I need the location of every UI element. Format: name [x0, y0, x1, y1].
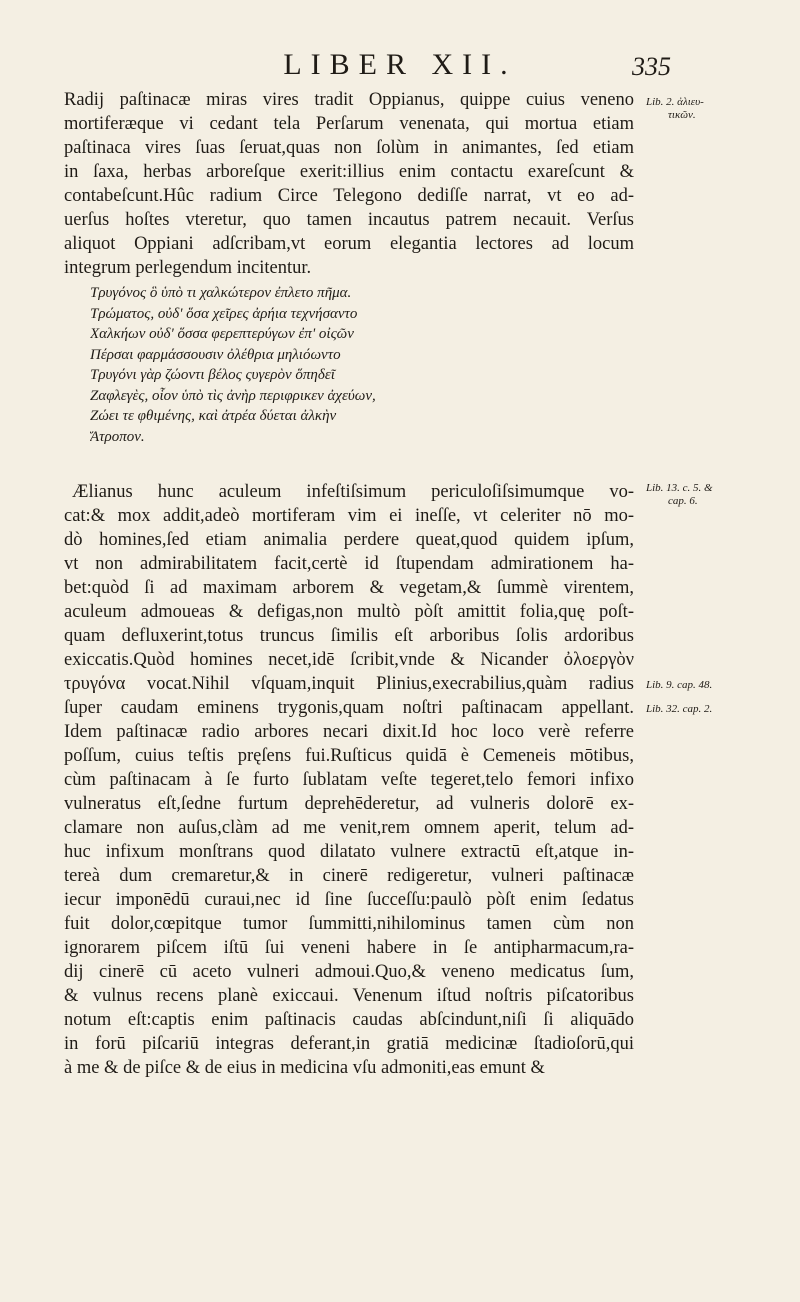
- verse-line: Ζαφλεγὲς, οἷον ὑπὸ τὶς ἀνὴρ περιφρικεν ἀχεύων,: [90, 387, 376, 404]
- text-line: paſtinaca vires ſuas ſeruat,quas non ſolùm in animantes, ſed etiam: [64, 138, 634, 158]
- margin-note-oppian: [646, 96, 796, 122]
- text-line: in forū piſcariū integras deferant,in gratiā medicinæ ſtadioſorū,qui: [64, 1034, 634, 1054]
- text-line: cat:& mox addit,adeò mortiferam vim ei ineſſe, vt celeriter nō mo-: [64, 506, 634, 526]
- margin-note-plinius-2: Lib. 32. cap. 2.: [646, 703, 713, 715]
- text-line: mortiferæque vi cedant tela Perſarum venenata, qui mortua etiam: [64, 114, 634, 134]
- text-line: cùm paſtinacam à ſe furto ſublatam veſte tegeret,telo femori infixo: [64, 770, 634, 790]
- text-line: & vulnus recens planè exiccaui. Venenum iſtud noſtris piſcatoribus: [64, 986, 634, 1006]
- paragraph-aelianus: [64, 480, 634, 1080]
- verse-line: Τρυγόνι γὰρ ζώοντι βέλος ςυγερὸν ὅπηδεῖ: [90, 367, 335, 383]
- verse-line: Πέρσαι φαρμάσσουσιν ὀλέθρια μηλιόωντο: [90, 346, 341, 363]
- text-line: Radij paſtinacæ miras vires tradit Oppianus, quippe cuius veneno: [64, 90, 634, 110]
- text-line: Idem paſtinacæ radio arbores necari dixit.Id hoc loco verè referre: [64, 722, 634, 742]
- margin-note-plinius-1: Lib. 9. cap. 48.: [646, 679, 713, 691]
- margin-note-line: Lib. 13. c. 5. &: [646, 482, 713, 494]
- text-line: poſſum, cuius teſtis pręſens fui.Ruſticus quidā è Cemeneis mōtibus,: [64, 746, 634, 766]
- text-line: τρυγόνα vocat.Nihil vſquam,inquit Plinius,execrabilius,quàm radius: [64, 674, 634, 694]
- running-head: LIBER XII.: [283, 48, 517, 81]
- verse-line: Χαλκήων οὐδ' ὅσσα φερεπτερύγων ἐπ' οἰςῶν: [90, 326, 354, 342]
- greek-verses: [90, 283, 630, 447]
- margin-note-aelian: [646, 482, 796, 508]
- text-line: exiccatis.Quòd homines necet,idē ſcribit,vnde & Nicander ὀλοεργὸν: [64, 650, 634, 670]
- text-line: huc infixum monſtrans quod dilatato vulnere extractū eſt,atque in-: [64, 842, 634, 862]
- text-line: aculeum admoueas & defigas,non multò pòſt amittit folia,quę poſt-: [64, 602, 634, 622]
- text-line: notum eſt:captis enim paſtinacis caudas abſcindunt,niſi ſi aliquādo: [64, 1010, 634, 1030]
- text-line: ignorarem piſcem iſtū ſui veneni habere in ſe antipharmacum,ra-: [64, 938, 634, 958]
- text-line: Ælianus hunc aculeum infeſtiſsimum periculoſiſsimumque vo-: [72, 482, 634, 502]
- text-line: quam defluxerint,totus truncus ſimilis eſt arboribus ſolis ardoribus: [64, 626, 634, 646]
- margin-note-line: Lib. 2. ἀλιευ-: [646, 96, 704, 108]
- verse-line: Ζώει τε φθιμένης, καὶ ἀτρέα δύεται ἀλκὴν: [90, 408, 337, 424]
- text-line: fuit dolor,cœpitque tumor ſummitti,nihilominus tamen cùm non: [64, 914, 634, 934]
- text-line: clamare non auſus,clàm ad me venit,rem omnem aperit, telum ad-: [64, 818, 634, 838]
- text-line: bet:quòd ſi ad maximam arborem & vegetam,& ſummè virentem,: [64, 578, 634, 598]
- text-line: dij cinerē cū aceto vulneri admoui.Quo,& veneno medicatus ſum,: [64, 962, 634, 982]
- text-line: ſuper caudam eminens trygonis,quam noſtri paſtinacam appellant.: [64, 698, 634, 718]
- text-line: aliquot Oppiani adſcribam,vt eorum elegantia lectores ad locum: [64, 234, 634, 254]
- text-line: dò homines,ſed etiam animalia perdere queat,quod quidem ipſum,: [64, 530, 634, 550]
- text-line: iecur imponēdū curaui,nec id ſine ſucceſſu:paulò pòſt enim ſedatus: [64, 890, 634, 910]
- text-line: à me & de piſce & de eius in medicina vſu admoniti,eas emunt &: [64, 1058, 545, 1078]
- text-line: contabeſcunt.Hûc radium Circe Telegono dediſſe narrat, vt eo ad-: [64, 186, 634, 206]
- page-number: 335: [632, 52, 671, 81]
- text-line: integrum perlegendum incitentur.: [64, 258, 312, 278]
- verse-line: Τρώματος, οὐδ' ὅσα χεῖρες ἀρήια τεχνήσαντο: [90, 305, 358, 322]
- margin-note-line: τικῶν.: [668, 109, 696, 121]
- margin-note-line: cap. 6.: [668, 495, 698, 507]
- text-line: uerſus hoſtes vteretur, quo tamen incautus patrem necauit. Verſus: [64, 210, 634, 230]
- paragraph-oppianus: [64, 88, 634, 280]
- verse-line: Τρυγόνος ὃ ὑπὸ τι χαλκώτερον ἐπλετο πῆμα.: [90, 285, 352, 301]
- text-line: in ſaxa, herbas arboreſque exerit:illius enim contactu exareſcunt &: [64, 162, 634, 182]
- verse-line: Ἄτροπον.: [90, 428, 145, 445]
- text-line: tereà dum cremaretur,& in cinerē redigeretur, vulneri paſtinacæ: [64, 866, 634, 886]
- text-line: vt non admirabilitatem facit,certè id ſtupendam admirationem ha-: [64, 554, 634, 574]
- text-line: vulneratus eſt,ſedne furtum deprehēderetur, ad vulneris dolorē ex-: [64, 794, 634, 814]
